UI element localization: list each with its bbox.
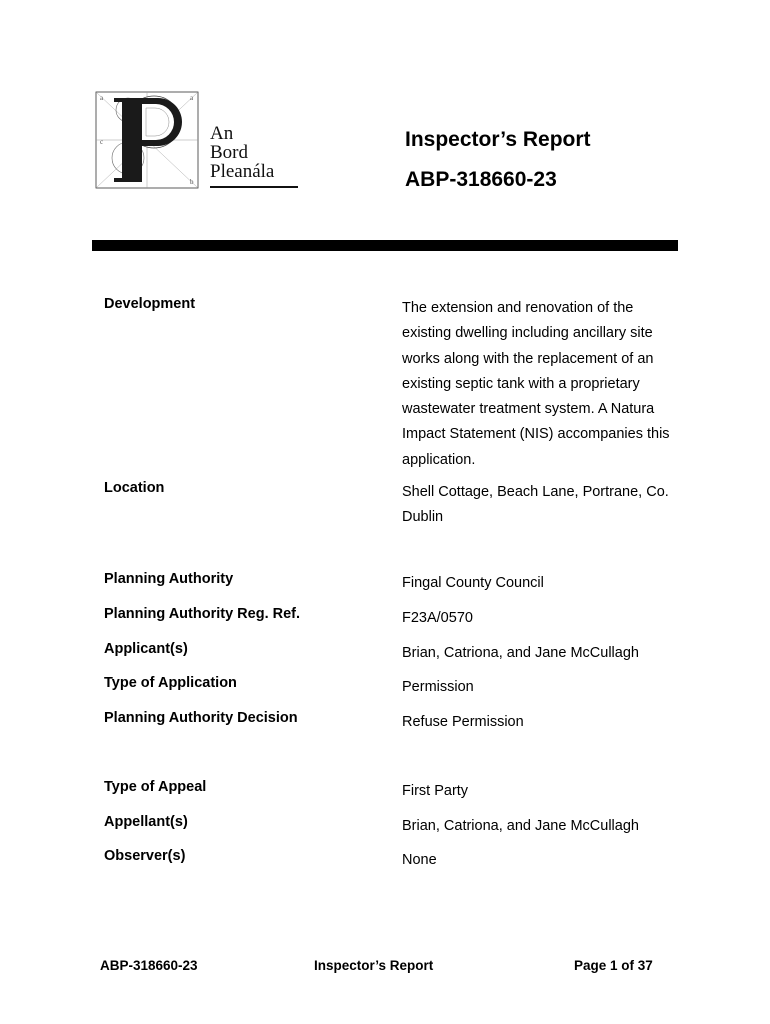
report-reference: ABP-318660-23 (405, 168, 557, 191)
detail-value: Brian, Catriona, and Jane McCullagh (402, 818, 639, 834)
logo-line-bord: Bord (210, 142, 248, 163)
detail-value: Permission (402, 679, 474, 695)
report-title: Inspector’s Report (405, 128, 591, 151)
detail-label: Observer(s) (104, 848, 186, 864)
logo-underline (210, 186, 298, 188)
footer-title: Inspector’s Report (314, 958, 434, 973)
detail-label: Location (104, 480, 165, 496)
detail-value: None (402, 852, 437, 868)
detail-value: Refuse Permission (402, 714, 524, 730)
detail-value: Brian, Catriona, and Jane McCullagh (402, 645, 639, 661)
logo-wordmark (210, 124, 274, 181)
detail-value: F23A/0570 (402, 610, 473, 626)
detail-value: The extension and renovation of the existing dwelling including ancillary site works along with the replacement of an existing septic tank with a proprietary wastewater treatment system. A Natura Impact Statement (NIS) accompanies this application. (402, 300, 670, 468)
detail-value: Shell Cottage, Beach Lane, Portrane, Co. Dublin (402, 484, 669, 526)
detail-label: Development (104, 296, 196, 312)
footer-reference: ABP-318660-23 (100, 958, 198, 973)
logo-line-pleanala: Pleanála (210, 161, 275, 182)
header-divider (92, 240, 678, 251)
p-monogram-icon (92, 88, 202, 192)
detail-value: Fingal County Council (402, 575, 544, 591)
footer-page-number: Page 1 of 37 (574, 958, 653, 973)
detail-label: Applicant(s) (104, 641, 188, 657)
svg-text:a: a (190, 94, 194, 102)
svg-text:c: c (100, 138, 104, 146)
detail-label: Appellant(s) (104, 814, 188, 830)
detail-label: Planning Authority Reg. Ref. (104, 606, 301, 622)
an-bord-pleanala-logo (92, 88, 302, 194)
detail-label: Planning Authority (104, 571, 234, 587)
detail-value: First Party (402, 783, 469, 799)
detail-label: Type of Appeal (104, 779, 207, 795)
svg-text:a: a (100, 94, 104, 102)
detail-label: Type of Application (104, 675, 237, 691)
svg-text:b: b (190, 178, 194, 186)
logo-line-an: An (210, 123, 234, 144)
detail-label: Planning Authority Decision (104, 710, 298, 726)
